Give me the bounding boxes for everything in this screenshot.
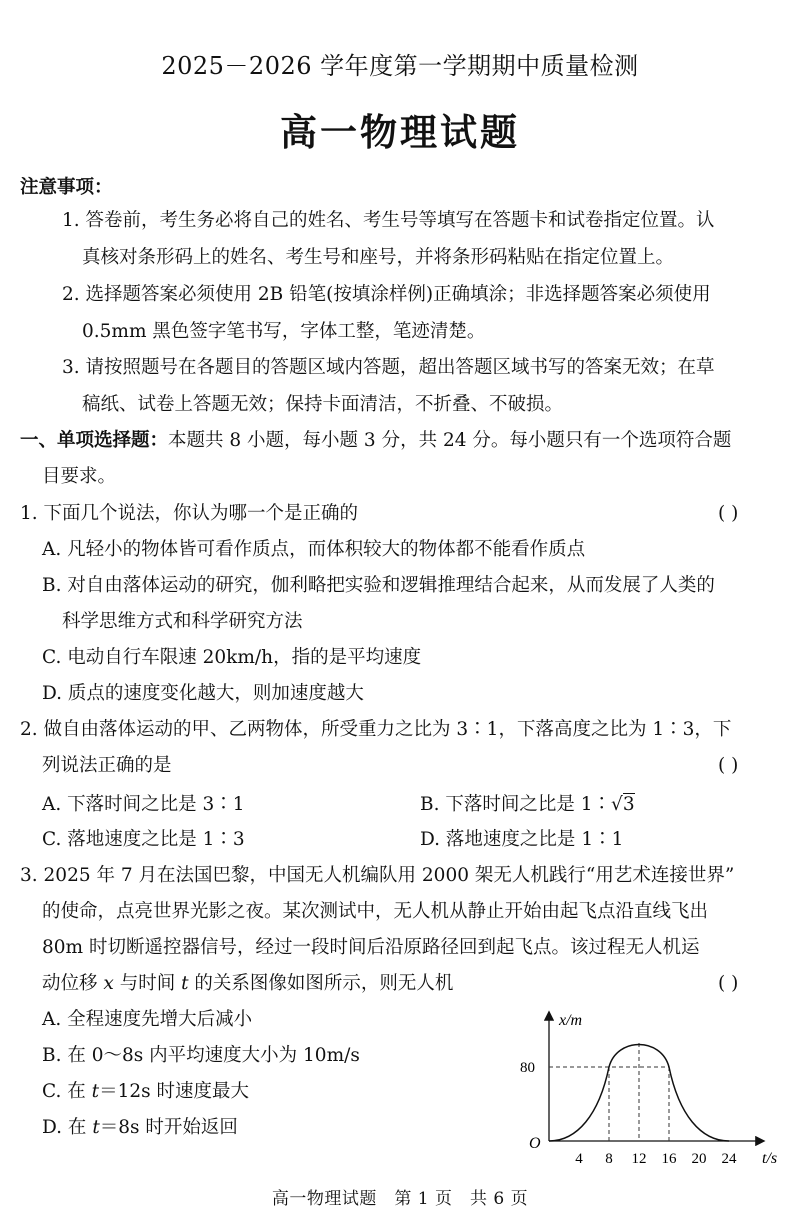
x-tick-20: 20 [691,1151,707,1167]
origin-label: O [529,1135,541,1152]
x-tick-12: 12 [631,1151,647,1167]
notice-item-1-line1: 1. 答卷前，考生务必将自己的姓名、考生号等填写在答题卡和试卷指定位置。认 [62,210,715,231]
q2-option-c: C. 落地速度之比是 1∶3 [42,829,245,850]
q1-option-b-line2: 科学思维方式和科学研究方法 [62,611,303,632]
q3-answer-paren: ( ) [718,973,739,994]
q3-option-c-post: ＝12s 时速度最大 [99,1081,249,1102]
q2-answer-paren: ( ) [718,755,739,776]
q3-stem-line3: 80m 时切断遥控器信号，经过一段时间后沿原路径回到起飞点。该过程无人机运 [42,937,700,958]
q3-option-d [42,1110,238,1146]
q2-option-a: A. 下落时间之比是 3∶1 [42,794,245,815]
notice-item-3-line2: 稿纸、试卷上答题无效；保持卡面清洁，不折叠、不破损。 [82,394,564,415]
q3-option-a: A. 全程速度先增大后减小 [42,1009,253,1030]
q2-option-d: D. 落地速度之比是 1∶1 [420,829,624,850]
q3-stem-text-b: 与时间 [113,973,182,994]
q3-stem-line2: 的使命，点亮世界光影之夜。某次测试中，无人机从静止开始由起飞点沿直线飞出 [42,901,709,922]
y-tick-80: 80 [520,1060,535,1076]
section1-heading-line [20,423,731,459]
q3-stem-text-c: 的关系图像如图所示，则无人机 [188,973,454,994]
x-tick-16: 16 [661,1151,677,1167]
q3-option-c-var: t [91,1081,100,1102]
q3-option-c-pre: C. 在 [42,1081,92,1102]
notice-item-2-line2: 0.5mm 黑色签字笔书写，字体工整，笔迹清楚。 [82,321,486,342]
section1-heading: 一、单项选择题： [20,430,169,451]
q1-option-b-line1: B. 对自由落体运动的研究，伽利略把实验和逻辑推理结合起来，从而发展了人类的 [42,575,715,596]
q3-option-d-pre: D. 在 [42,1117,93,1138]
x-tick-4: 4 [575,1151,583,1167]
q3-option-c [42,1074,249,1110]
xt-graph [515,1005,800,1175]
q3-stem-line1: 3. 2025 年 7 月在法国巴黎，中国无人机编队用 2000 架无人机践行“用艺术连接世界” [20,865,735,886]
x-tick-8: 8 [605,1151,613,1167]
q3-var-x: x [103,973,114,994]
q1-option-c: C. 电动自行车限速 20km/h，指的是平均速度 [42,647,422,668]
q1-answer-paren: ( ) [718,503,739,524]
q1-stem: 1. 下面几个说法，你认为哪一个是正确的 [20,503,359,524]
q2-option-b [420,787,635,823]
sqrt-symbol: √ [611,794,623,815]
notice-item-1-line2: 真核对条形码上的姓名、考生号和座号，并将条形码粘贴在指定位置上。 [82,247,675,268]
q2-option-b-text: B. 下落时间之比是 1∶ [420,794,612,815]
x-axis-label: t/s [762,1150,778,1167]
q3-option-d-var: t [92,1117,100,1138]
section1-desc: 本题共 8 小题，每小题 3 分，共 24 分。每小题只有一个选项符合题 [168,430,732,451]
q3-option-b: B. 在 0～8s 内平均速度大小为 10m/s [42,1045,360,1066]
y-axis-label: x/m [559,1012,583,1029]
q1-option-a: A. 凡轻小的物体皆可看作质点，而体积较大的物体都不能看作质点 [42,539,586,560]
section1-desc-line2: 目要求。 [42,466,117,487]
q2-stem-line1: 2. 做自由落体运动的甲、乙两物体，所受重力之比为 3∶1，下落高度之比为 1∶3，下 [20,719,732,740]
q3-var-t: t [181,973,189,994]
sqrt-radicand: 3 [622,794,635,815]
page-footer: 高一物理试题 第 1 页 共 6 页 [271,1189,529,1209]
x-tick-24: 24 [721,1151,737,1167]
q3-stem-text-a: 动位移 [42,973,104,994]
q1-option-d: D. 质点的速度变化越大，则加速度越大 [42,683,364,704]
notice-item-2-line1: 2. 选择题答案必须使用 2B 铅笔(按填涂样例)正确填涂；非选择题答案必须使用 [62,284,711,305]
notice-heading: 注意事项： [20,177,113,198]
q3-option-d-post: ＝8s 时开始返回 [99,1117,238,1138]
exam-title: 高一物理试题 [280,110,520,154]
exam-subtitle: 2025－2026 学年度第一学期期中质量检测 [161,52,639,80]
notice-item-3-line1: 3. 请按照题号在各题目的答题区域内答题，超出答题区域书写的答案无效；在草 [62,357,715,378]
q3-stem-line4 [42,966,453,1002]
q2-stem-line2: 列说法正确的是 [42,755,172,776]
